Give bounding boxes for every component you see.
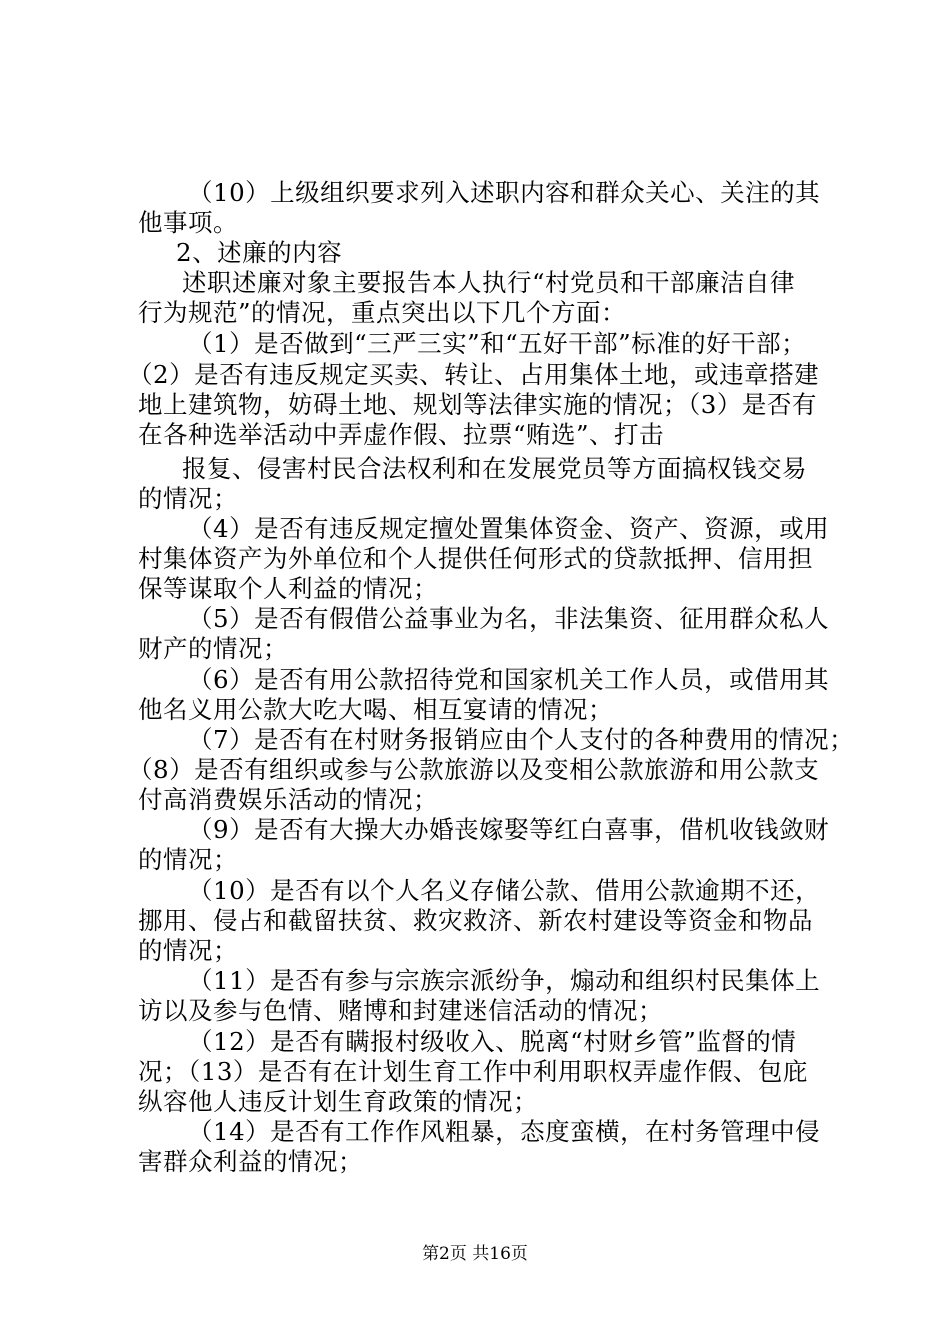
- text-line: （10）上级组织要求列入述职内容和群众关心、关注的其: [188, 178, 821, 207]
- text-line: （11）是否有参与宗族宗派纷争，煽动和组织村民集体上: [188, 966, 821, 995]
- text-line: 行为规范”的情况，重点突出以下几个方面：: [138, 298, 627, 327]
- page-number-footer: 第2页 共16页: [422, 1244, 528, 1264]
- text-line: 他名义用公款大吃大喝、相互宴请的情况；: [138, 695, 613, 724]
- text-line: 付高消费娱乐活动的情况；: [138, 785, 438, 814]
- text-line: 害群众利益的情况；: [138, 1147, 363, 1176]
- text-line: （7）是否有在村财务报销应由个人支付的各种费用的情况；: [188, 725, 855, 754]
- text-line: （9）是否有大操大办婚丧嫁娶等红白喜事，借机收钱敛财: [188, 815, 830, 844]
- text-line: 财产的情况；: [138, 634, 288, 663]
- text-line: 报复、侵害村民合法权利和在发展党员等方面搞权钱交易: [182, 454, 807, 483]
- text-line: （5）是否有假借公益事业为名，非法集资、征用群众私人: [188, 604, 830, 633]
- text-line: 村集体资产为外单位和个人提供任何形式的贷款抵押、信用担: [138, 544, 813, 573]
- text-line: （12）是否有瞒报村级收入、脱离“村财乡管”监督的情: [188, 1027, 797, 1056]
- text-line: 保等谋取个人利益的情况；: [138, 574, 438, 603]
- text-line: （2）是否有违反规定买卖、转让、占用集体土地，或违章搭建: [128, 360, 820, 389]
- section-heading: 2、述廉的内容: [176, 238, 343, 267]
- text-line: （1）是否做到“三严三实”和“五好干部”标准的好干部；: [188, 329, 807, 358]
- text-line: 挪用、侵占和截留扶贫、救灾救济、新农村建设等资金和物品: [138, 906, 813, 935]
- text-line: 地上建筑物，妨碍土地、规划等法律实施的情况；（3）是否有: [138, 390, 817, 419]
- text-line: （4）是否有违反规定擅处置集体资金、资产、资源，或用: [188, 514, 830, 543]
- text-line: 的情况；: [138, 936, 238, 965]
- text-line: （6）是否有用公款招待党和国家机关工作人员，或借用其: [188, 665, 830, 694]
- text-line: 述职述廉对象主要报告本人执行“村党员和干部廉洁自律: [182, 268, 796, 297]
- text-line: （14）是否有工作作风粗暴，态度蛮横，在村务管理中侵: [188, 1117, 821, 1146]
- text-line: （10）是否有以个人名义存储公款、借用公款逾期不还，: [188, 876, 821, 905]
- text-line: 况；（13）是否有在计划生育工作中利用职权弄虚作假、包庇: [138, 1057, 808, 1086]
- text-line: 他事项。: [138, 208, 238, 237]
- text-line: 的情况；: [138, 845, 238, 874]
- text-line: 的情况；: [138, 484, 238, 513]
- text-line: （8）是否有组织或参与公款旅游以及变相公款旅游和用公款支: [128, 755, 820, 784]
- text-line: 纵容他人违反计划生育政策的情况；: [138, 1087, 538, 1116]
- text-line: 访以及参与色情、赌博和封建迷信活动的情况；: [138, 996, 663, 1025]
- text-line: 在各种选举活动中弄虚作假、拉票“贿选”、打击: [138, 420, 665, 449]
